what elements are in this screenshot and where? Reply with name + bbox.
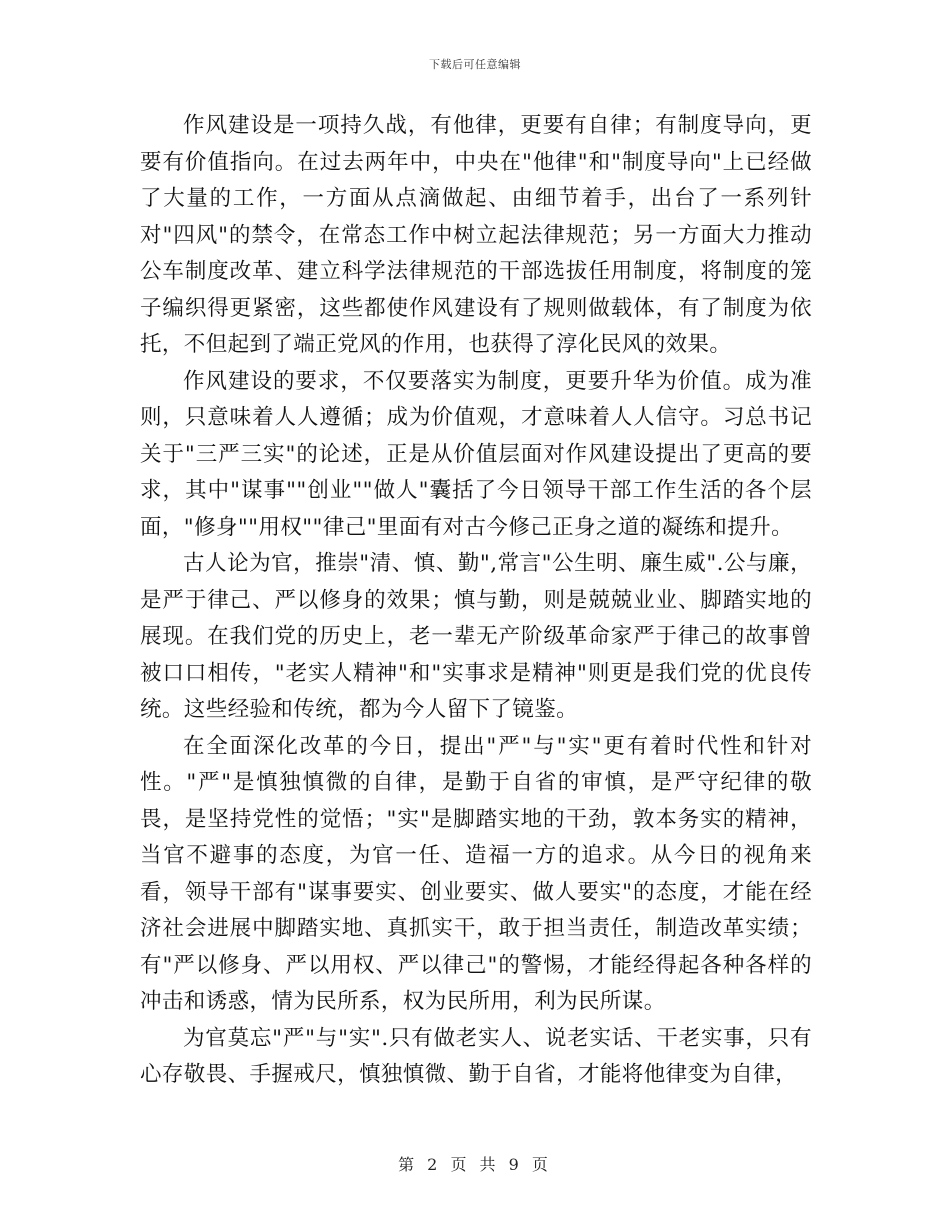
page-number-footer: 第 2 页 共 9 页 — [398, 1155, 552, 1174]
paragraph-5: 为官莫忘"严"与"实".只有做老实人、说老实话、干老实事，只有心存敬畏、手握戒尺，慎独慎微、勤于自省，才能将他律变为自律， — [140, 1025, 812, 1087]
paragraph-3: 古人论为官，推崇"清、慎、勤",常言"公生明、廉生威".公与廉，是严于律己、严以修身的效果；慎与勤，则是兢兢业业、脚踏实地的展现。在我们党的历史上，老一辈无产阶级革命家严于律己的故事曾被口口相传，"老实人精神"和"实事求是精神"则更是我们党的优良传统。这些经验和传统，都为今人留下了镜鉴。 — [140, 551, 812, 722]
page-header: 下载后可任意编辑 — [429, 58, 521, 71]
paragraph-1: 作风建设是一项持久战，有他律，更要有自律；有制度导向，更要有价值指向。在过去两年中，中央在"他律"和"制度导向"上已经做了大量的工作，一方面从点滴做起、由细节着手，出台了一系列针对"四风"的禁令，在常态工作中树立起法律规范；另一方面大力推动公车制度改革、建立科学法律规范的干部选拔任用制度，将制度的笼子编织得更紧密，这些都使作风建设有了规则做载体，有了制度为依托，不但起到了端正党风的作用，也获得了淳化民风的效果。 — [140, 113, 812, 357]
document-body — [140, 108, 812, 1094]
paragraph-4: 在全面深化改革的今日，提出"严"与"实"更有着时代性和针对性。"严"是慎独慎微的自律，是勤于自省的审慎，是严守纪律的敬畏，是坚持党性的觉悟；"实"是脚踏实地的干劲，敦本务实的精神，当官不避事的态度，为官一任、造福一方的追求。从今日的视角来看，领导干部有"谋事要实、创业要实、做人要实"的态度，才能在经济社会进展中脚踏实地、真抓实干，敢于担当责任，制造改革实绩；有"严以修身、严以用权、严以律己"的警惕，才能经得起各种各样的冲击和诱惑，情为民所系，权为民所用，利为民所谋。 — [140, 733, 812, 1014]
paragraph-2: 作风建设的要求，不仅要落实为制度，更要升华为价值。成为准则，只意味着人人遵循；成为价值观，才意味着人人信守。习总书记关于"三严三实"的论述，正是从价值层面对作风建设提出了更高的要求，其中"谋事""创业""做人"囊括了今日领导干部工作生活的各个层面，"修身""用权""律己"里面有对古今修己正身之道的凝练和提升。 — [140, 368, 812, 540]
